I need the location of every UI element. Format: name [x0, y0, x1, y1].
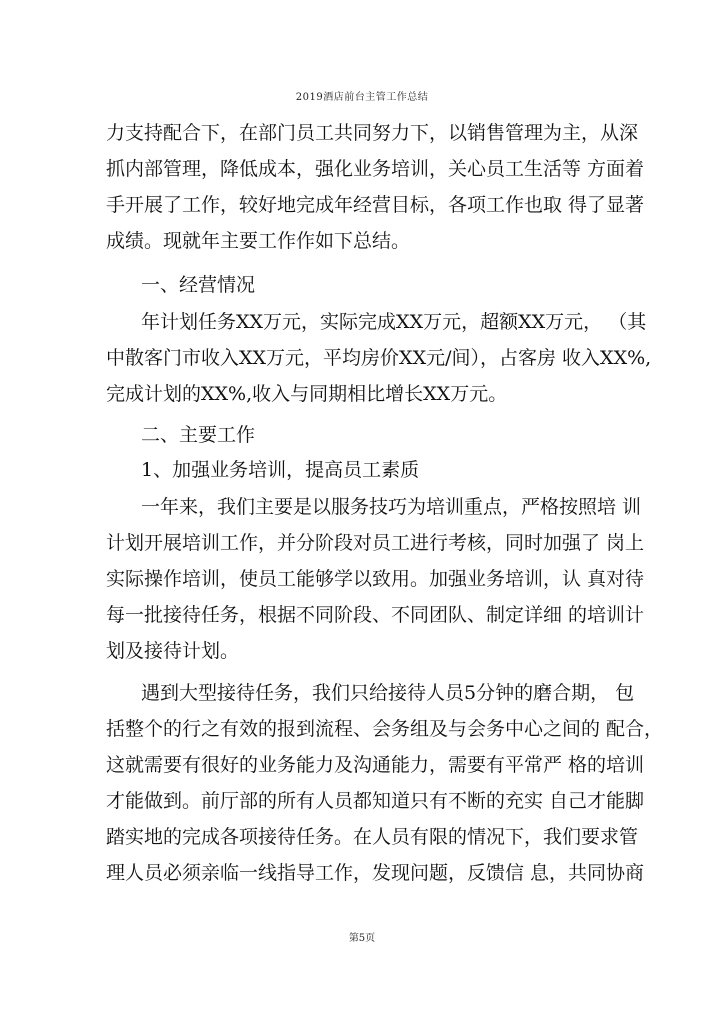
body-line: 理人员必须亲临一线指导工作，发现问题，反馈信 息，共同协商 [106, 862, 645, 884]
page-number: 第5页 [348, 933, 376, 944]
body-line: 计划开展培训工作，并分阶段对员工进行考核，同时加强了 岗上 [106, 532, 645, 554]
body-line: 完成计划的XX%,收入与同期相比增长XX万元。 [106, 383, 508, 405]
body-line: 划及接待计划。 [106, 640, 240, 662]
body-line: 手开展了工作，较好地完成年经营目标，各项工作也取 得了显著 [106, 194, 645, 216]
body-line: 括整个的行之有效的报到流程、会务组及与会务中心之间的 配合， [106, 718, 664, 740]
body-line: 年计划任务XX万元，实际完成XX万元，超额XX万元， （其 [141, 311, 647, 333]
section-heading: 二、主要工作 [141, 424, 256, 446]
body-line: 实际操作培训，使员工能够学以致用。加强业务培训，认 真对待 [106, 568, 645, 590]
body-line: 中散客门市收入XX万元，平均房价XX元/间），占客房 收入XX%, [106, 347, 652, 369]
body-line: 成绩。现就年主要工作作如下总结。 [106, 230, 411, 252]
body-line: 一年来，我们主要是以服务技巧为培训重点，严格按照培 训 [141, 496, 642, 518]
subsection-heading: 1、加强业务培训，提高员工素质 [141, 459, 420, 481]
body-line: 才能做到。前厅部的所有人员都知道只有不断的充实 自己才能脚 [106, 790, 645, 812]
body-line: 这就需要有很好的业务能力及沟通能力，需要有平常严 格的培训 [106, 754, 645, 776]
body-line: 抓内部管理，降低成本，强化业务培训，关心员工生活等 方面着 [106, 158, 645, 180]
body-line: 踏实地的完成各项接待任务。在人员有限的情况下，我们要求管 [106, 826, 639, 848]
body-line: 遇到大型接待任务，我们只给接待人员5分钟的磨合期， 包 [141, 682, 635, 704]
page-header-title: 2019酒店前台主管工作总结 [295, 92, 429, 103]
body-line: 力支持配合下，在部门员工共同努力下，以销售管理为主，从深 [106, 122, 639, 144]
body-line: 每一批接待任务，根据不同阶段、不同团队、制定详细 的培训计 [106, 604, 645, 626]
section-heading: 一、经营情况 [141, 274, 256, 296]
